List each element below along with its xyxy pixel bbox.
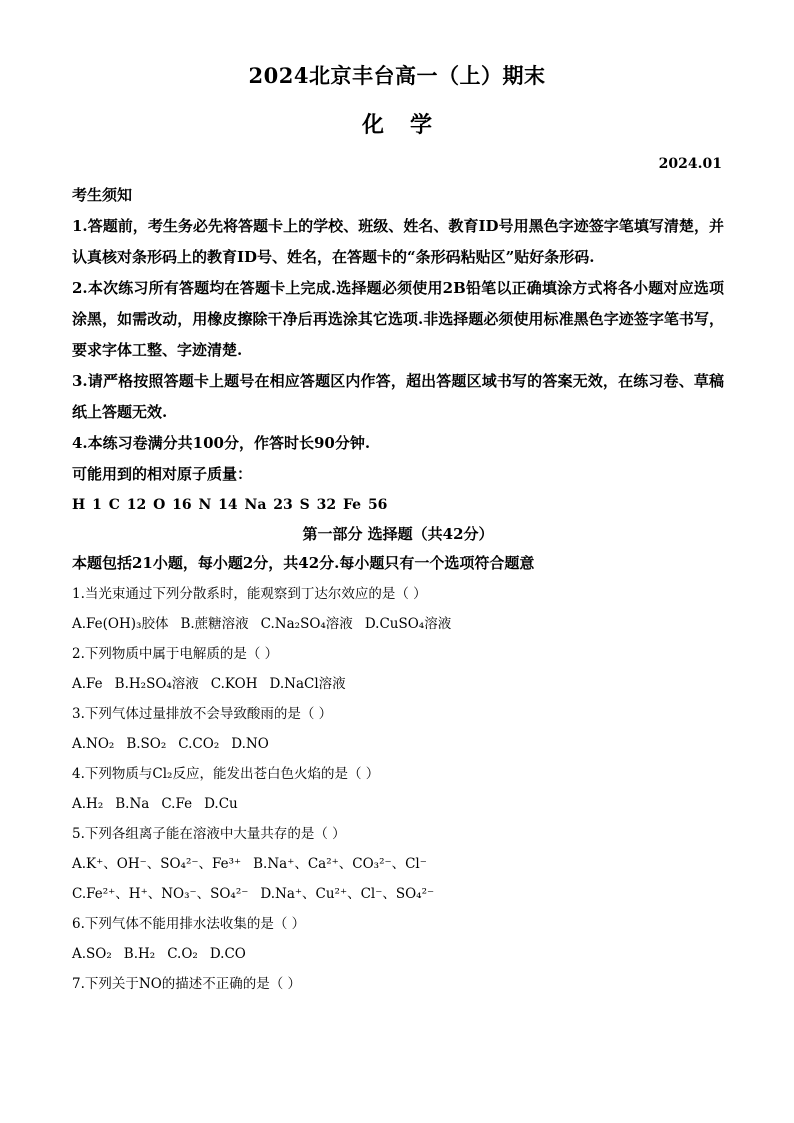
question-5-options-cd bbox=[72, 879, 724, 909]
question-4-stem: 4.下列物质与Cl₂反应，能发出苍白色火焰的是（ ） bbox=[72, 766, 380, 782]
option: A.Fe(OH)₃胶体 bbox=[72, 616, 169, 632]
question-3-stem: 3.下列气体过量排放不会导致酸雨的是（ ） bbox=[72, 706, 333, 722]
option: D.CuSO₄溶液 bbox=[364, 616, 452, 632]
option: A.H₂ bbox=[72, 796, 104, 812]
notice-item-3: 3.请严格按照答题卡上题号在相应答题区内作答，超出答题区域书写的答案无效，在练习卷、草稿纸上答题无效. bbox=[72, 372, 724, 421]
option: C.Na₂SO₄溶液 bbox=[260, 616, 353, 632]
part1-title: 第一部分 选择题（共42分） bbox=[302, 525, 494, 543]
question-6-stem: 6.下列气体不能用排水法收集的是（ ） bbox=[72, 916, 306, 932]
content bbox=[72, 180, 724, 999]
notice-item-2: 2.本次练习所有答题均在答题卡上完成.选择题必须使用2B铅笔以正确填涂方式将各小题对应选项涂黑，如需改动，用橡皮擦除干净后再选涂其它选项.非选择题必须使用标准黑色字迹签字笔书写，要求字体工整、字迹清楚. bbox=[72, 279, 724, 359]
option: C.KOH bbox=[210, 676, 258, 692]
question-2-stem: 2.下列物质中属于电解质的是（ ） bbox=[72, 646, 279, 662]
notice-heading: 考生须知 bbox=[72, 186, 133, 204]
question-1-options bbox=[72, 609, 724, 639]
option: C.O₂ bbox=[167, 946, 198, 962]
option: D.CO bbox=[209, 946, 246, 962]
option: B.蔗糖溶液 bbox=[180, 616, 249, 632]
option: D.Na⁺、Cu²⁺、Cl⁻、SO₄²⁻ bbox=[260, 886, 435, 902]
question-5-options-ab bbox=[72, 849, 724, 879]
option: C.Fe bbox=[161, 796, 193, 812]
option: A.Fe bbox=[72, 676, 103, 692]
question-4-options bbox=[72, 789, 724, 819]
option: D.NaCl溶液 bbox=[269, 676, 346, 692]
option: B.H₂ bbox=[123, 946, 156, 962]
question-2-options bbox=[72, 669, 724, 699]
option: D.Cu bbox=[204, 796, 238, 812]
option: B.Na bbox=[115, 796, 150, 812]
question-3-options bbox=[72, 729, 724, 759]
question-6-options bbox=[72, 939, 724, 969]
part1-intro: 本题包括21小题，每小题2分，共42分.每小题只有一个选项符合题意 bbox=[72, 554, 535, 572]
option: A.K⁺、OH⁻、SO₄²⁻、Fe³⁺ bbox=[72, 856, 242, 872]
notice-item-4: 4.本练习卷满分共100分，作答时长90分钟. bbox=[72, 434, 371, 452]
option: A.NO₂ bbox=[72, 736, 115, 752]
notice-item-1: 1.答题前，考生务必先将答题卡上的学校、班级、姓名、教育ID号用黑色字迹签字笔填写清楚，并认真核对条形码上的教育ID号、姓名，在答题卡的“条形码粘贴区”贴好条形码. bbox=[72, 217, 724, 266]
subject-title: 化学 bbox=[361, 112, 458, 138]
question-1-stem: 1.当光束通过下列分散系时，能观察到丁达尔效应的是（ ） bbox=[72, 586, 427, 602]
option: C.Fe²⁺、H⁺、NO₃⁻、SO₄²⁻ bbox=[72, 886, 249, 902]
option: D.NO bbox=[231, 736, 269, 752]
question-7-stem: 7.下列关于NO的描述不正确的是（ ） bbox=[72, 976, 302, 992]
exam-date: 2024.01 bbox=[658, 156, 722, 172]
atomic-mass-heading: 可能用到的相对原子质量： bbox=[72, 465, 253, 483]
question-5-stem: 5.下列各组离子能在溶液中大量共存的是（ ） bbox=[72, 826, 346, 842]
option: C.CO₂ bbox=[178, 736, 220, 752]
option: B.SO₂ bbox=[126, 736, 167, 752]
option: A.SO₂ bbox=[72, 946, 112, 962]
atomic-mass-list: H 1 C 12 O 16 N 14 Na 23 S 32 Fe 56 bbox=[72, 497, 388, 513]
option: B.H₂SO₄溶液 bbox=[114, 676, 199, 692]
page-title: 2024北京丰台高一（上）期末 bbox=[248, 63, 546, 88]
option: B.Na⁺、Ca²⁺、CO₃²⁻、Cl⁻ bbox=[253, 856, 427, 872]
